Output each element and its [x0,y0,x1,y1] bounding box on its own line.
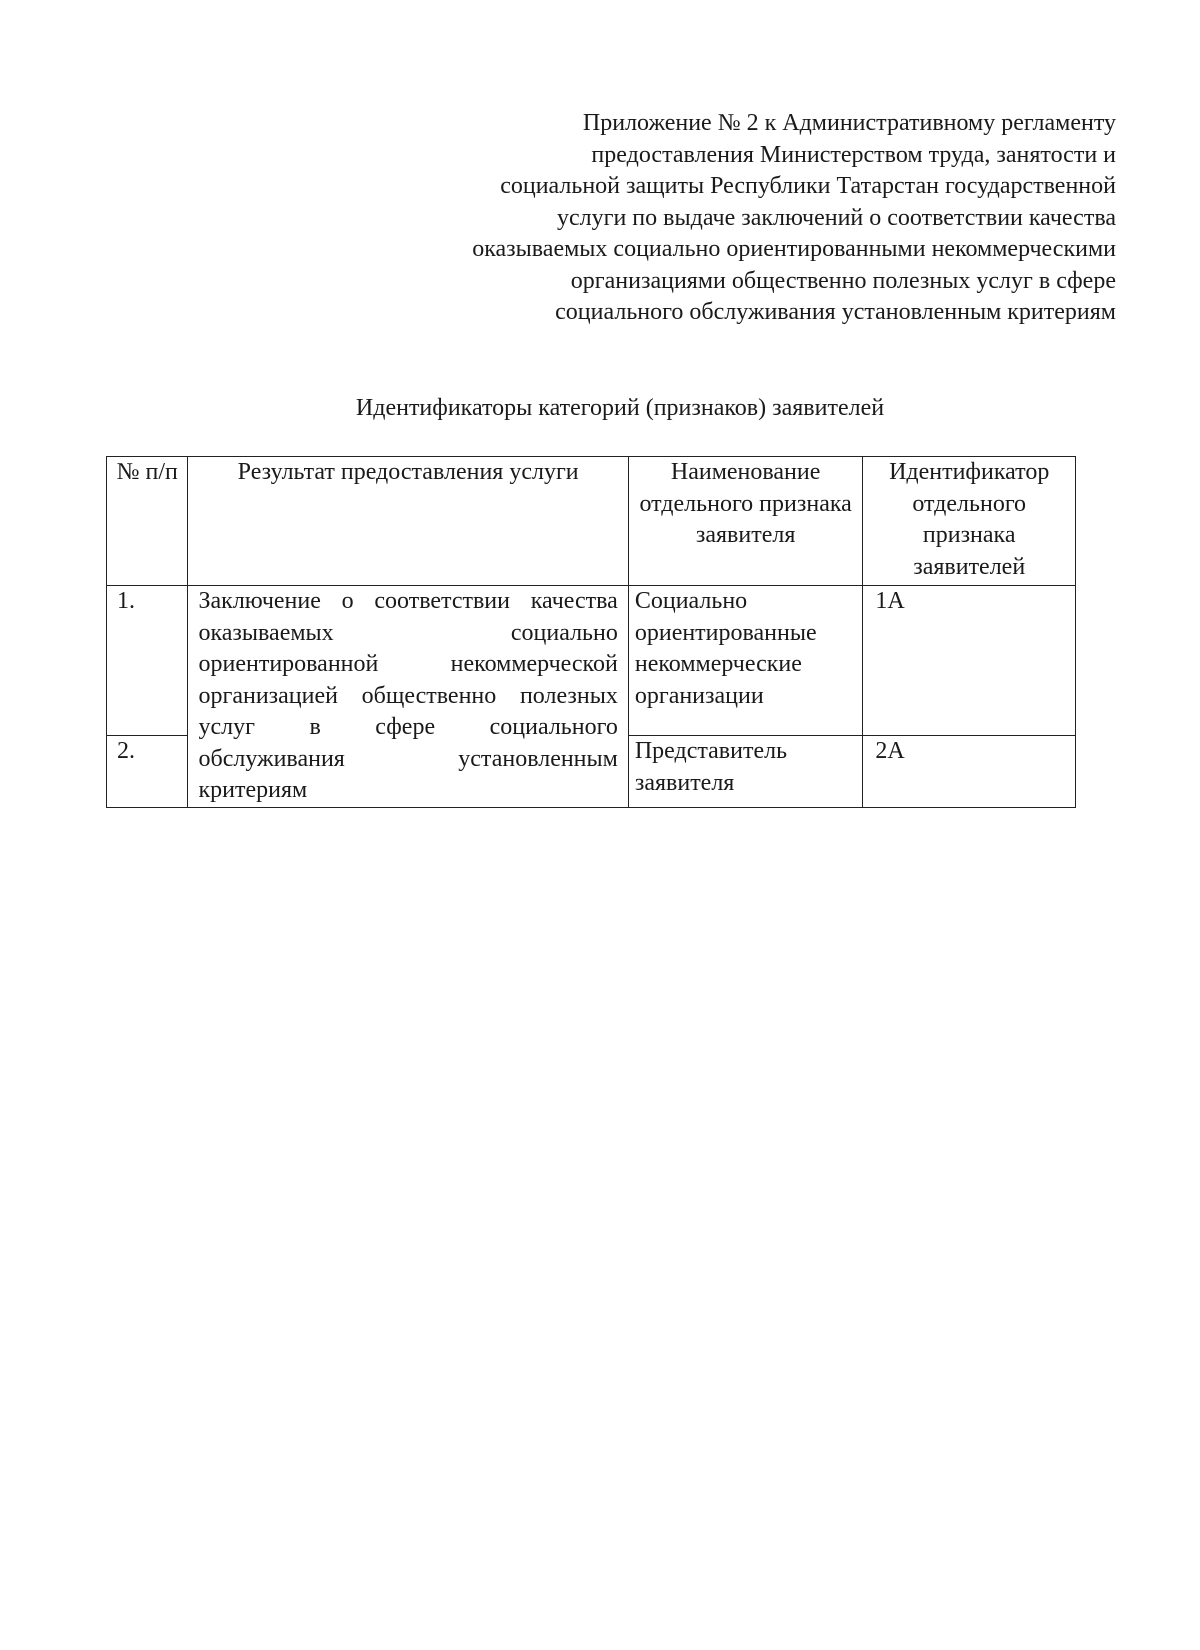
applicant-attribute-id: 1А [863,586,1076,736]
applicant-attribute-name: Социально ориентированные некоммерческие организации [628,586,863,736]
row-number: 2. [107,736,188,807]
table-row [107,586,1076,736]
header-cell-name: Наименование отдельного признака заявителя [628,457,863,586]
applicant-attribute-name: Представитель заявителя [628,736,863,807]
header-line: предоставления Министерством труда, занятости и [591,141,1116,168]
header-line: организациями общественно полезных услуг в сфере [570,267,1116,294]
document-title: Идентификаторы категорий (признаков) заявителей [355,395,885,421]
applicant-attribute-id: 2А [863,736,1076,807]
appendix-header [350,108,1116,329]
header-line: социальной защиты Республики Татарстан государственной [500,173,1116,199]
header-cell-number: № п/п [107,457,188,586]
row-number: 1. [107,586,188,736]
header-line: социального обслуживания установленным критериям [555,299,1116,325]
table-header-row [107,457,1076,586]
header-line: оказываемых социально ориентированными некоммерческими [472,236,1116,262]
header-line: услуги по выдаче заключений о соответствии качества [556,204,1116,231]
header-cell-result: Результат предоставления услуги [188,457,628,586]
header-cell-identifier: Идентификатор отдельного признака заявителей [863,457,1076,586]
header-line: Приложение № 2 к Административному регламенту [582,110,1116,136]
service-result-cell [188,586,628,808]
service-result-text: Заключение о соответствии качества оказываемых социально ориентированной некоммерческой организацией общественно полезных услуг в сфере социального обслуживания установленным критериям [198,588,618,803]
applicant-identifiers-table [106,456,1076,808]
